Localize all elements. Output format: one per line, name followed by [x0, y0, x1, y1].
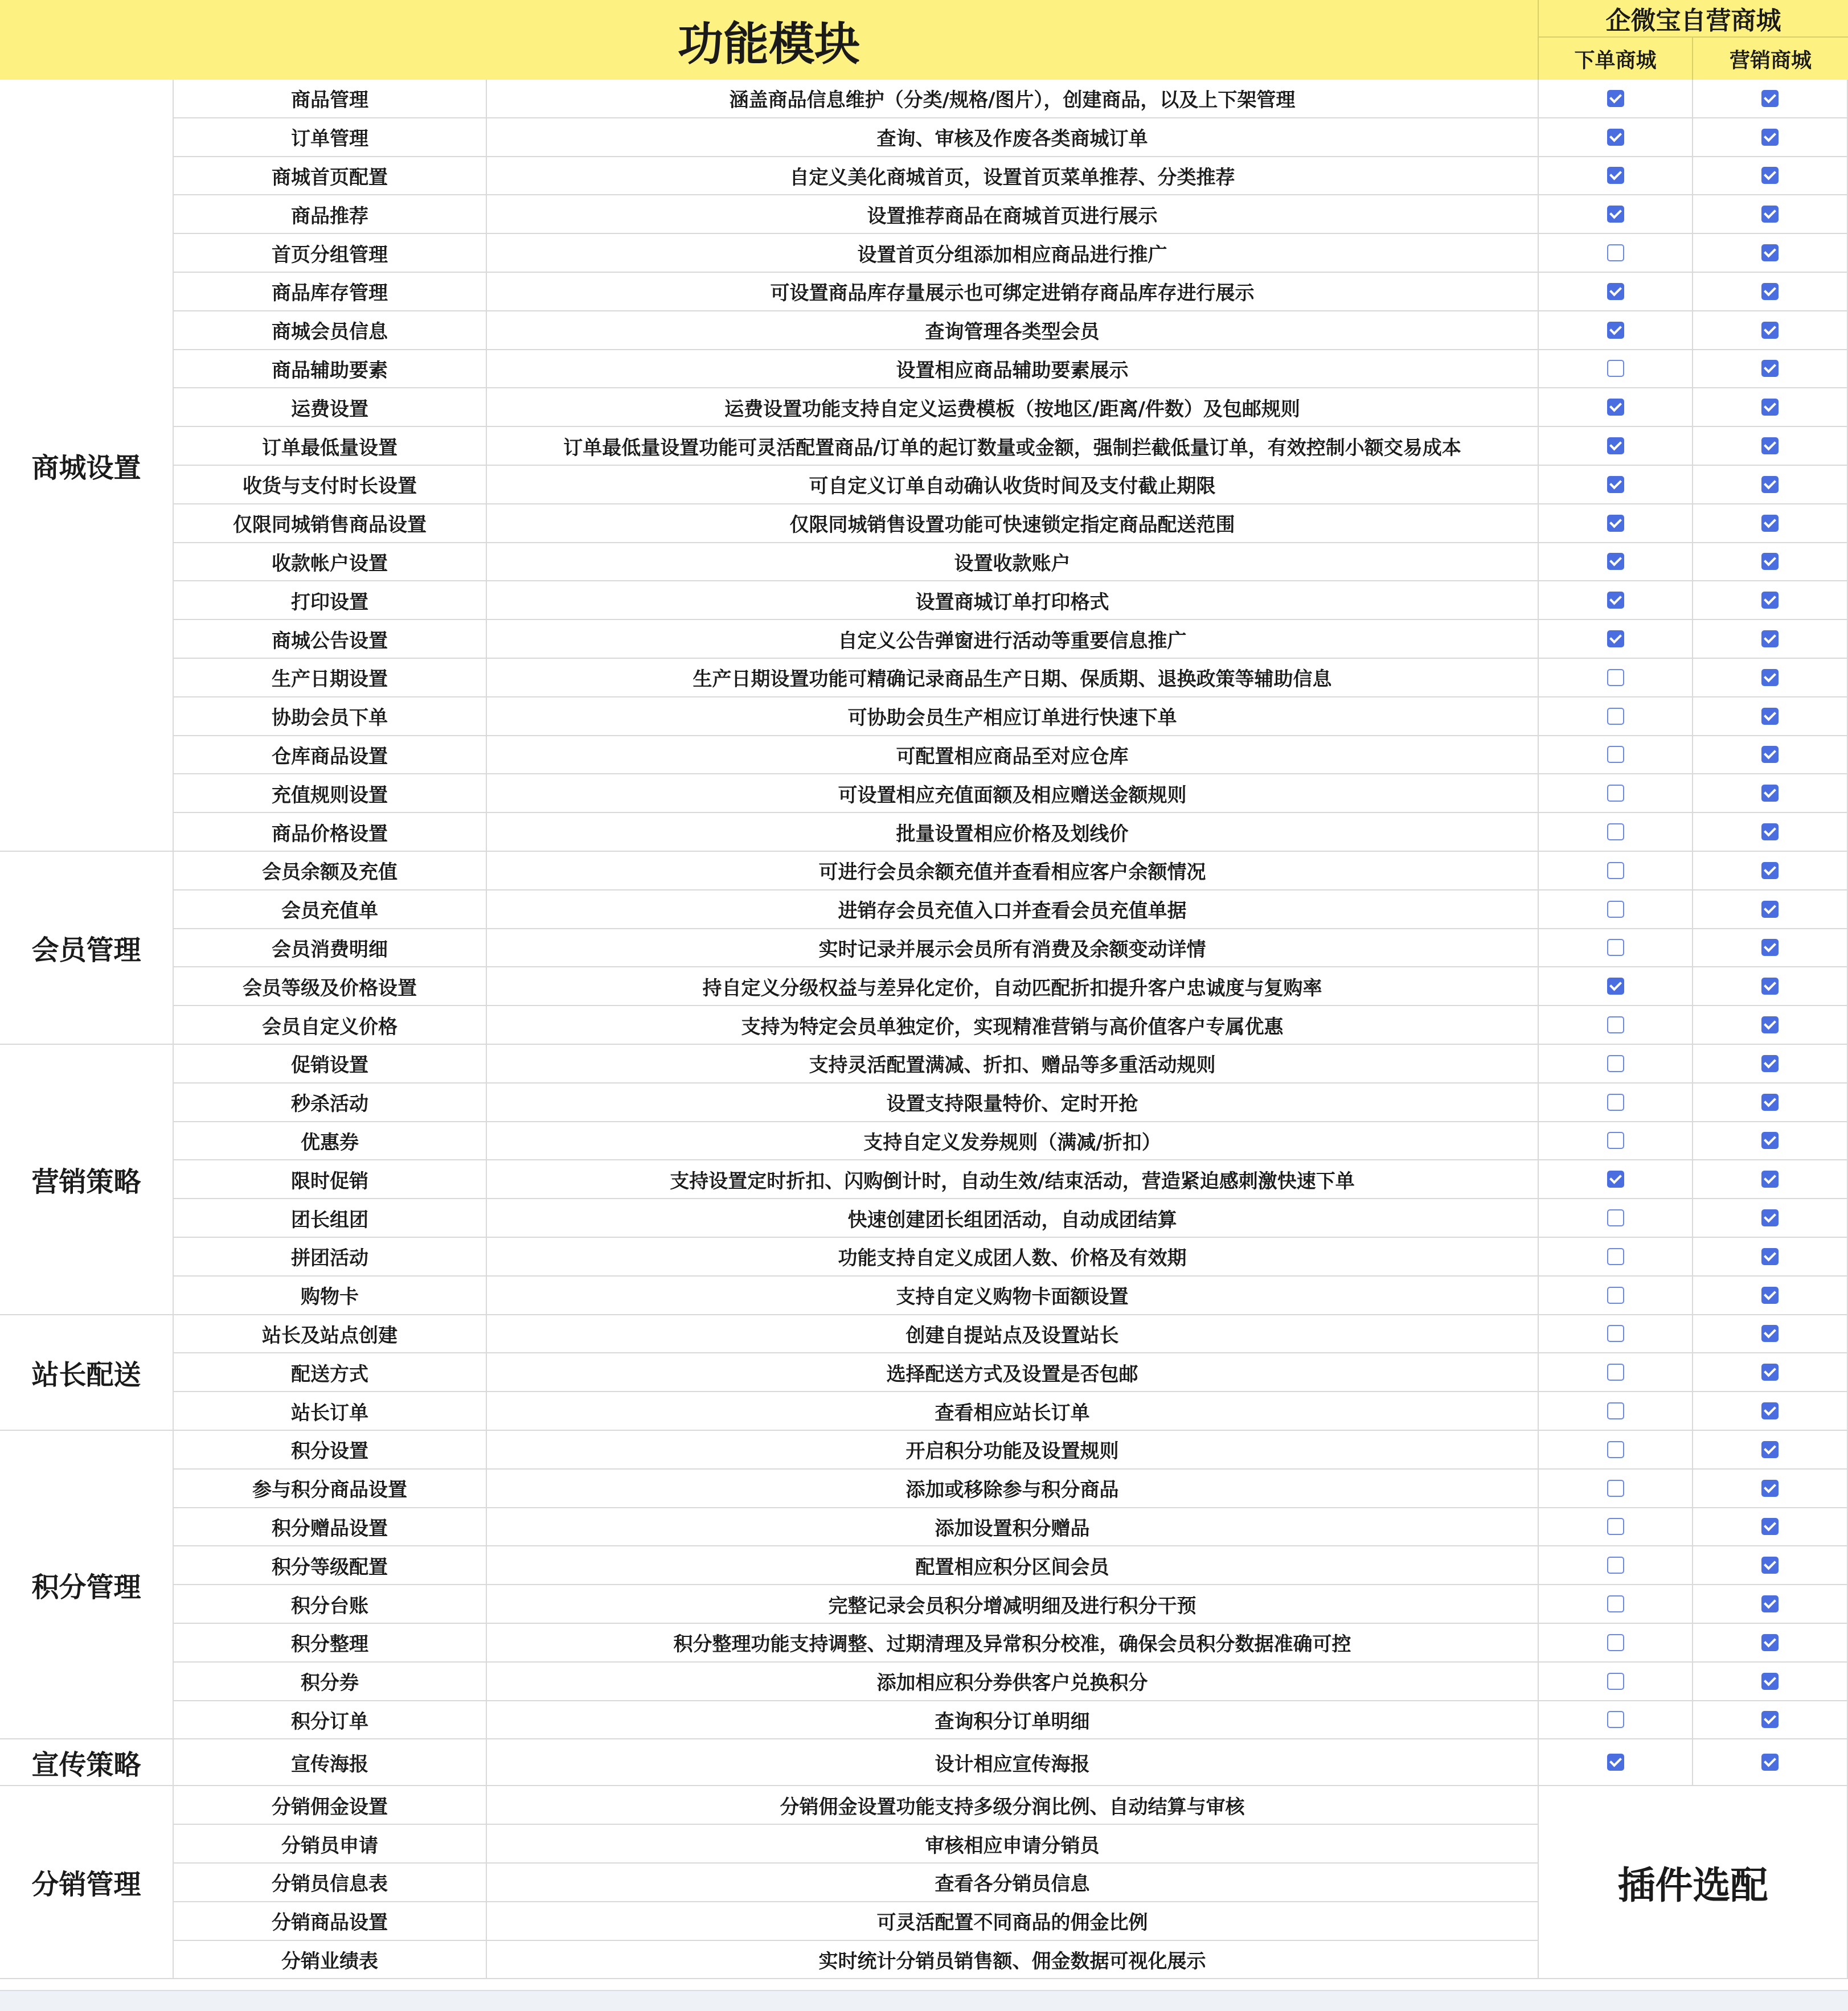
marketing-mall-checkbox-cell	[1693, 1238, 1848, 1277]
feature-name: 团长组团	[173, 1199, 487, 1238]
order-mall-checkbox-cell	[1539, 388, 1693, 427]
feature-name: 分销员申请	[173, 1825, 487, 1864]
feature-name: 站长订单	[173, 1392, 487, 1431]
feature-name: 商品辅助要素	[173, 350, 487, 389]
feature-description: 可进行会员余额充值并查看相应客户余额情况	[487, 852, 1539, 890]
feature-name: 积分券	[173, 1663, 487, 1701]
feature-description: 创建自提站点及设置站长	[487, 1315, 1539, 1354]
order-mall-checkbox[interactable]	[1607, 1364, 1624, 1381]
order-mall-checkbox[interactable]	[1607, 399, 1624, 416]
category-6: 分销管理	[0, 1786, 173, 1979]
order-mall-checkbox[interactable]	[1607, 862, 1624, 879]
marketing-mall-checkbox[interactable]	[1761, 1364, 1779, 1381]
order-mall-checkbox[interactable]	[1607, 1016, 1624, 1033]
order-mall-checkbox-cell	[1539, 1508, 1693, 1547]
category-5: 宣传策略	[0, 1739, 173, 1786]
marketing-mall-checkbox-cell	[1693, 350, 1848, 389]
marketing-mall-checkbox[interactable]	[1761, 785, 1779, 802]
marketing-mall-checkbox-cell	[1693, 774, 1848, 813]
category-3: 站长配送	[0, 1315, 173, 1431]
feature-name: 参与积分商品设置	[173, 1470, 487, 1508]
order-mall-checkbox-cell	[1539, 659, 1693, 697]
order-mall-checkbox-cell	[1539, 1006, 1693, 1045]
order-mall-checkbox-cell	[1539, 1739, 1693, 1786]
feature-description: 可设置商品库存量展示也可绑定进销存商品库存进行展示	[487, 273, 1539, 311]
marketing-mall-checkbox-cell	[1693, 1006, 1848, 1045]
marketing-mall-checkbox[interactable]	[1761, 1094, 1779, 1111]
header-marketing-mall: 营销商城	[1693, 38, 1848, 80]
marketing-mall-checkbox[interactable]	[1761, 476, 1779, 493]
category-1: 会员管理	[0, 852, 173, 1045]
order-mall-checkbox-cell	[1539, 1353, 1693, 1392]
feature-description: 审核相应申请分销员	[487, 1825, 1539, 1864]
feature-description: 设置相应商品辅助要素展示	[487, 350, 1539, 389]
feature-name: 分销员信息表	[173, 1864, 487, 1902]
marketing-mall-checkbox[interactable]	[1761, 515, 1779, 532]
feature-description: 持自定义分级权益与差异化定价，自动匹配折扣提升客户忠诚度与复购率	[487, 967, 1539, 1006]
marketing-mall-checkbox-cell	[1693, 157, 1848, 196]
order-mall-checkbox[interactable]	[1607, 823, 1624, 840]
feature-description: 完整记录会员积分增减明细及进行积分干预	[487, 1585, 1539, 1624]
feature-name: 积分整理	[173, 1624, 487, 1663]
marketing-mall-checkbox[interactable]	[1761, 437, 1779, 454]
order-mall-checkbox[interactable]	[1607, 1557, 1624, 1574]
marketing-mall-checkbox[interactable]	[1761, 1248, 1779, 1265]
order-mall-checkbox[interactable]	[1607, 1441, 1624, 1458]
marketing-mall-checkbox[interactable]	[1761, 206, 1779, 223]
order-mall-checkbox[interactable]	[1607, 1402, 1624, 1419]
feature-description: 可灵活配置不同商品的佣金比例	[487, 1902, 1539, 1941]
order-mall-checkbox-cell	[1539, 1585, 1693, 1624]
marketing-mall-checkbox[interactable]	[1761, 1441, 1779, 1458]
feature-name: 收款帐户设置	[173, 543, 487, 582]
feature-description: 支持灵活配置满减、折扣、赠品等多重活动规则	[487, 1045, 1539, 1084]
marketing-mall-checkbox[interactable]	[1761, 746, 1779, 763]
order-mall-checkbox-cell	[1539, 774, 1693, 813]
order-mall-checkbox-cell	[1539, 1546, 1693, 1585]
order-mall-checkbox[interactable]	[1607, 1711, 1624, 1728]
order-mall-checkbox[interactable]	[1607, 1287, 1624, 1304]
marketing-mall-checkbox-cell	[1693, 466, 1848, 504]
order-mall-checkbox-cell	[1539, 697, 1693, 736]
marketing-mall-checkbox-cell	[1693, 1084, 1848, 1122]
marketing-mall-checkbox-cell	[1693, 1508, 1848, 1547]
feature-name: 积分台账	[173, 1585, 487, 1624]
feature-name: 商城会员信息	[173, 311, 487, 350]
order-mall-checkbox[interactable]	[1607, 1055, 1624, 1072]
marketing-mall-checkbox-cell	[1693, 1199, 1848, 1238]
marketing-mall-checkbox-cell	[1693, 543, 1848, 582]
feature-description: 查询、审核及作废各类商城订单	[487, 118, 1539, 157]
category-2: 营销策略	[0, 1045, 173, 1315]
marketing-mall-checkbox[interactable]	[1761, 244, 1779, 261]
order-mall-checkbox-cell	[1539, 1277, 1693, 1315]
feature-name: 商品管理	[173, 80, 487, 118]
marketing-mall-checkbox[interactable]	[1761, 978, 1779, 995]
order-mall-checkbox-cell	[1539, 1392, 1693, 1431]
feature-description: 生产日期设置功能可精确记录商品生产日期、保质期、退换政策等辅助信息	[487, 659, 1539, 697]
marketing-mall-checkbox[interactable]	[1761, 1557, 1779, 1574]
feature-description: 涵盖商品信息维护（分类/规格/图片），创建商品，以及上下架管理	[487, 80, 1539, 118]
feature-name: 购物卡	[173, 1277, 487, 1315]
marketing-mall-checkbox[interactable]	[1761, 1287, 1779, 1304]
feature-description: 实时记录并展示会员所有消费及余额变动详情	[487, 929, 1539, 968]
order-mall-checkbox[interactable]	[1607, 1171, 1624, 1188]
marketing-mall-checkbox[interactable]	[1761, 1016, 1779, 1033]
marketing-mall-checkbox[interactable]	[1761, 360, 1779, 377]
order-mall-checkbox[interactable]	[1607, 476, 1624, 493]
marketing-mall-checkbox[interactable]	[1761, 1518, 1779, 1535]
feature-name: 运费设置	[173, 388, 487, 427]
order-mall-checkbox[interactable]	[1607, 1634, 1624, 1651]
order-mall-checkbox-cell	[1539, 234, 1693, 273]
order-mall-checkbox[interactable]	[1607, 360, 1624, 377]
feature-name: 商品价格设置	[173, 813, 487, 852]
order-mall-checkbox-cell	[1539, 543, 1693, 582]
order-mall-checkbox[interactable]	[1607, 1595, 1624, 1612]
order-mall-checkbox-cell	[1539, 967, 1693, 1006]
feature-name: 仓库商品设置	[173, 736, 487, 775]
marketing-mall-checkbox[interactable]	[1761, 862, 1779, 879]
order-mall-checkbox-cell	[1539, 273, 1693, 311]
order-mall-checkbox-cell	[1539, 1663, 1693, 1701]
marketing-mall-checkbox[interactable]	[1761, 283, 1779, 300]
feature-description: 可自定义订单自动确认收货时间及支付截止期限	[487, 466, 1539, 504]
order-mall-checkbox[interactable]	[1607, 1209, 1624, 1226]
order-mall-checkbox[interactable]	[1607, 1325, 1624, 1342]
feature-description: 自定义美化商城首页，设置首页菜单推荐、分类推荐	[487, 157, 1539, 196]
marketing-mall-checkbox[interactable]	[1761, 167, 1779, 184]
feature-name: 商品推荐	[173, 195, 487, 234]
plugin-label: 插件选配	[1539, 1786, 1848, 1979]
marketing-mall-checkbox-cell	[1693, 620, 1848, 659]
order-mall-checkbox[interactable]	[1607, 630, 1624, 647]
marketing-mall-checkbox-cell	[1693, 1739, 1848, 1786]
marketing-mall-checkbox-cell	[1693, 929, 1848, 968]
order-mall-checkbox-cell	[1539, 311, 1693, 350]
marketing-mall-checkbox[interactable]	[1761, 90, 1779, 107]
feature-name: 打印设置	[173, 581, 487, 620]
feature-description: 自定义公告弹窗进行活动等重要信息推广	[487, 620, 1539, 659]
feature-name: 宣传海报	[173, 1739, 487, 1786]
marketing-mall-checkbox[interactable]	[1761, 1595, 1779, 1612]
feature-description: 选择配送方式及设置是否包邮	[487, 1353, 1539, 1392]
feature-name: 限时促销	[173, 1160, 487, 1199]
feature-name: 配送方式	[173, 1353, 487, 1392]
order-mall-checkbox[interactable]	[1607, 553, 1624, 570]
order-mall-checkbox-cell	[1539, 195, 1693, 234]
order-mall-checkbox[interactable]	[1607, 785, 1624, 802]
order-mall-checkbox-cell	[1539, 118, 1693, 157]
feature-description: 支持自定义发券规则（满减/折扣）	[487, 1122, 1539, 1161]
feature-name: 分销业绩表	[173, 1941, 487, 1980]
marketing-mall-checkbox-cell	[1693, 1122, 1848, 1161]
marketing-mall-checkbox-cell	[1693, 1470, 1848, 1508]
feature-name: 订单最低量设置	[173, 427, 487, 466]
feature-name: 分销佣金设置	[173, 1786, 487, 1825]
order-mall-checkbox[interactable]	[1607, 978, 1624, 995]
feature-name: 商城首页配置	[173, 157, 487, 196]
feature-description: 运费设置功能支持自定义运费模板（按地区/距离/件数）及包邮规则	[487, 388, 1539, 427]
marketing-mall-checkbox-cell	[1693, 311, 1848, 350]
order-mall-checkbox-cell	[1539, 1431, 1693, 1470]
order-mall-checkbox[interactable]	[1607, 901, 1624, 918]
marketing-mall-checkbox-cell	[1693, 388, 1848, 427]
feature-description: 分销佣金设置功能支持多级分润比例、自动结算与审核	[487, 1786, 1539, 1825]
order-mall-checkbox[interactable]	[1607, 1248, 1624, 1265]
feature-name: 商城公告设置	[173, 620, 487, 659]
marketing-mall-checkbox-cell	[1693, 1663, 1848, 1701]
feature-description: 可配置相应商品至对应仓库	[487, 736, 1539, 775]
marketing-mall-checkbox-cell	[1693, 80, 1848, 118]
marketing-mall-checkbox-cell	[1693, 1045, 1848, 1084]
order-mall-checkbox[interactable]	[1607, 669, 1624, 686]
marketing-mall-checkbox-cell	[1693, 1431, 1848, 1470]
feature-name: 会员充值单	[173, 890, 487, 929]
marketing-mall-checkbox-cell	[1693, 1315, 1848, 1354]
feature-description: 设计相应宣传海报	[487, 1739, 1539, 1786]
feature-name: 积分等级配置	[173, 1546, 487, 1585]
order-mall-checkbox-cell	[1539, 1315, 1693, 1354]
marketing-mall-checkbox[interactable]	[1761, 823, 1779, 840]
feature-description: 支持设置定时折扣、闪购倒计时，自动生效/结束活动，营造紧迫感刺激快速下单	[487, 1160, 1539, 1199]
marketing-mall-checkbox[interactable]	[1761, 669, 1779, 686]
feature-description: 设置支持限量特价、定时开抢	[487, 1084, 1539, 1122]
marketing-mall-checkbox-cell	[1693, 659, 1848, 697]
order-mall-checkbox[interactable]	[1607, 283, 1624, 300]
order-mall-checkbox-cell	[1539, 350, 1693, 389]
order-mall-checkbox[interactable]	[1607, 939, 1624, 956]
order-mall-checkbox-cell	[1539, 466, 1693, 504]
order-mall-checkbox-cell	[1539, 427, 1693, 466]
marketing-mall-checkbox-cell	[1693, 967, 1848, 1006]
marketing-mall-checkbox-cell	[1693, 1701, 1848, 1740]
marketing-mall-checkbox-cell	[1693, 1160, 1848, 1199]
order-mall-checkbox-cell	[1539, 1160, 1693, 1199]
feature-description: 快速创建团长组团活动，自动成团结算	[487, 1199, 1539, 1238]
order-mall-checkbox[interactable]	[1607, 437, 1624, 454]
order-mall-checkbox[interactable]	[1607, 1094, 1624, 1111]
marketing-mall-checkbox[interactable]	[1761, 129, 1779, 146]
marketing-mall-checkbox-cell	[1693, 890, 1848, 929]
feature-description: 功能支持自定义成团人数、价格及有效期	[487, 1238, 1539, 1277]
order-mall-checkbox-cell	[1539, 890, 1693, 929]
order-mall-checkbox[interactable]	[1607, 1480, 1624, 1497]
feature-name: 优惠券	[173, 1122, 487, 1161]
order-mall-checkbox-cell	[1539, 504, 1693, 543]
marketing-mall-checkbox-cell	[1693, 234, 1848, 273]
feature-name: 商品库存管理	[173, 273, 487, 311]
feature-description: 订单最低量设置功能可灵活配置商品/订单的起订数量或金额，强制拦截低量订单，有效控制小额交易成本	[487, 427, 1539, 466]
marketing-mall-checkbox-cell	[1693, 1546, 1848, 1585]
feature-description: 开启积分功能及设置规则	[487, 1431, 1539, 1470]
marketing-mall-checkbox[interactable]	[1761, 322, 1779, 339]
feature-description: 查看相应站长订单	[487, 1392, 1539, 1431]
feature-description: 批量设置相应价格及划线价	[487, 813, 1539, 852]
order-mall-checkbox-cell	[1539, 1122, 1693, 1161]
marketing-mall-checkbox-cell	[1693, 1277, 1848, 1315]
feature-name: 充值规则设置	[173, 774, 487, 813]
order-mall-checkbox-cell	[1539, 852, 1693, 890]
marketing-mall-checkbox[interactable]	[1761, 1132, 1779, 1149]
feature-name: 仅限同城销售商品设置	[173, 504, 487, 543]
feature-name: 会员消费明细	[173, 929, 487, 968]
feature-description: 查询积分订单明细	[487, 1701, 1539, 1740]
header-title: 功能模块	[0, 0, 1539, 80]
marketing-mall-checkbox[interactable]	[1761, 399, 1779, 416]
marketing-mall-checkbox-cell	[1693, 1624, 1848, 1663]
order-mall-checkbox-cell	[1539, 80, 1693, 118]
feature-name: 会员自定义价格	[173, 1006, 487, 1045]
header-brand: 企微宝自营商城	[1539, 0, 1848, 38]
feature-name: 拼团活动	[173, 1238, 487, 1277]
category-0: 商城设置	[0, 80, 173, 852]
feature-name: 收货与支付时长设置	[173, 466, 487, 504]
marketing-mall-checkbox-cell	[1693, 195, 1848, 234]
order-mall-checkbox-cell	[1539, 1624, 1693, 1663]
feature-description: 进销存会员充值入口并查看会员充值单据	[487, 890, 1539, 929]
header-order-mall: 下单商城	[1539, 38, 1693, 80]
marketing-mall-checkbox[interactable]	[1761, 708, 1779, 725]
marketing-mall-checkbox-cell	[1693, 427, 1848, 466]
feature-name: 分销商品设置	[173, 1902, 487, 1941]
marketing-mall-checkbox[interactable]	[1761, 1754, 1779, 1771]
feature-description: 配置相应积分区间会员	[487, 1546, 1539, 1585]
feature-description: 可协助会员生产相应订单进行快速下单	[487, 697, 1539, 736]
feature-description: 设置商城订单打印格式	[487, 581, 1539, 620]
marketing-mall-checkbox[interactable]	[1761, 901, 1779, 918]
order-mall-checkbox-cell	[1539, 813, 1693, 852]
order-mall-checkbox[interactable]	[1607, 1518, 1624, 1535]
order-mall-checkbox-cell	[1539, 1084, 1693, 1122]
feature-description: 设置收款账户	[487, 543, 1539, 582]
feature-name: 协助会员下单	[173, 697, 487, 736]
feature-description: 可设置相应充值面额及相应赠送金额规则	[487, 774, 1539, 813]
marketing-mall-checkbox[interactable]	[1761, 1209, 1779, 1226]
feature-description: 设置首页分组添加相应商品进行推广	[487, 234, 1539, 273]
marketing-mall-checkbox-cell	[1693, 852, 1848, 890]
marketing-mall-checkbox[interactable]	[1761, 1711, 1779, 1728]
marketing-mall-checkbox-cell	[1693, 581, 1848, 620]
marketing-mall-checkbox-cell	[1693, 118, 1848, 157]
order-mall-checkbox[interactable]	[1607, 129, 1624, 146]
order-mall-checkbox-cell	[1539, 929, 1693, 968]
feature-name: 积分赠品设置	[173, 1508, 487, 1547]
order-mall-checkbox[interactable]	[1607, 708, 1624, 725]
feature-description: 仅限同城销售设置功能可快速锁定指定商品配送范围	[487, 504, 1539, 543]
feature-description: 添加或移除参与积分商品	[487, 1470, 1539, 1508]
feature-description: 积分整理功能支持调整、过期清理及异常积分校准，确保会员积分数据准确可控	[487, 1624, 1539, 1663]
marketing-mall-checkbox-cell	[1693, 813, 1848, 852]
feature-name: 会员等级及价格设置	[173, 967, 487, 1006]
order-mall-checkbox[interactable]	[1607, 90, 1624, 107]
order-mall-checkbox-cell	[1539, 736, 1693, 775]
feature-name: 生产日期设置	[173, 659, 487, 697]
marketing-mall-checkbox-cell	[1693, 273, 1848, 311]
feature-description: 查看各分销员信息	[487, 1864, 1539, 1902]
marketing-mall-checkbox-cell	[1693, 1585, 1848, 1624]
feature-name: 站长及站点创建	[173, 1315, 487, 1354]
marketing-mall-checkbox[interactable]	[1761, 553, 1779, 570]
order-mall-checkbox-cell	[1539, 1701, 1693, 1740]
order-mall-checkbox-cell	[1539, 1470, 1693, 1508]
feature-name: 会员余额及充值	[173, 852, 487, 890]
category-4: 积分管理	[0, 1431, 173, 1739]
feature-description: 查询管理各类型会员	[487, 311, 1539, 350]
feature-name: 积分设置	[173, 1431, 487, 1470]
order-mall-checkbox-cell	[1539, 1238, 1693, 1277]
marketing-mall-checkbox-cell	[1693, 736, 1848, 775]
order-mall-checkbox[interactable]	[1607, 1132, 1624, 1149]
marketing-mall-checkbox-cell	[1693, 1392, 1848, 1431]
feature-description: 支持为特定会员单独定价，实现精准营销与高价值客户专属优惠	[487, 1006, 1539, 1045]
marketing-mall-checkbox[interactable]	[1761, 1171, 1779, 1188]
order-mall-checkbox[interactable]	[1607, 515, 1624, 532]
feature-description: 设置推荐商品在商城首页进行展示	[487, 195, 1539, 234]
feature-description: 实时统计分销员销售额、佣金数据可视化展示	[487, 1941, 1539, 1980]
order-mall-checkbox[interactable]	[1607, 746, 1624, 763]
marketing-mall-checkbox[interactable]	[1761, 939, 1779, 956]
feature-name: 促销设置	[173, 1045, 487, 1084]
feature-name: 首页分组管理	[173, 234, 487, 273]
feature-name: 秒杀活动	[173, 1084, 487, 1122]
order-mall-checkbox[interactable]	[1607, 592, 1624, 609]
order-mall-checkbox-cell	[1539, 1045, 1693, 1084]
marketing-mall-checkbox[interactable]	[1761, 1325, 1779, 1342]
marketing-mall-checkbox[interactable]	[1761, 1402, 1779, 1419]
feature-description: 添加设置积分赠品	[487, 1508, 1539, 1547]
order-mall-checkbox[interactable]	[1607, 1754, 1624, 1771]
order-mall-checkbox-cell	[1539, 581, 1693, 620]
marketing-mall-checkbox[interactable]	[1761, 630, 1779, 647]
order-mall-checkbox[interactable]	[1607, 167, 1624, 184]
marketing-mall-checkbox[interactable]	[1761, 1673, 1779, 1690]
order-mall-checkbox-cell	[1539, 157, 1693, 196]
marketing-mall-checkbox-cell	[1693, 1353, 1848, 1392]
order-mall-checkbox-cell	[1539, 620, 1693, 659]
marketing-mall-checkbox[interactable]	[1761, 1480, 1779, 1497]
bottom-strip	[0, 1990, 1848, 2011]
order-mall-checkbox-cell	[1539, 1199, 1693, 1238]
marketing-mall-checkbox-cell	[1693, 697, 1848, 736]
marketing-mall-checkbox[interactable]	[1761, 1055, 1779, 1072]
marketing-mall-checkbox[interactable]	[1761, 1634, 1779, 1651]
feature-name: 积分订单	[173, 1701, 487, 1740]
order-mall-checkbox[interactable]	[1607, 322, 1624, 339]
feature-description: 支持自定义购物卡面额设置	[487, 1277, 1539, 1315]
marketing-mall-checkbox[interactable]	[1761, 592, 1779, 609]
feature-name: 订单管理	[173, 118, 487, 157]
order-mall-checkbox[interactable]	[1607, 206, 1624, 223]
feature-description: 添加相应积分券供客户兑换积分	[487, 1663, 1539, 1701]
order-mall-checkbox[interactable]	[1607, 244, 1624, 261]
order-mall-checkbox[interactable]	[1607, 1673, 1624, 1690]
marketing-mall-checkbox-cell	[1693, 504, 1848, 543]
